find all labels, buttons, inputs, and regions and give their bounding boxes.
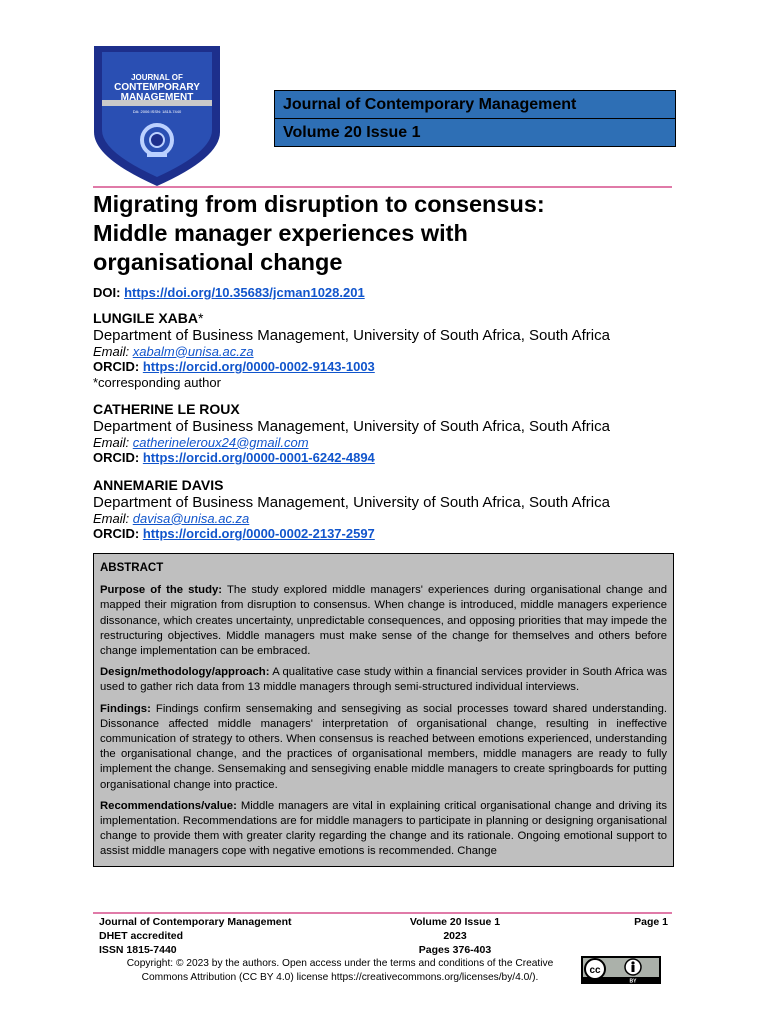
author-block-2 <box>93 402 693 466</box>
journal-volume: Volume 20 Issue 1 <box>275 118 675 146</box>
cc-by-badge[interactable] <box>581 956 661 984</box>
logo-line1: JOURNAL OF <box>131 73 183 82</box>
paper-title <box>93 190 673 277</box>
section-label: Findings: <box>100 702 151 715</box>
footer-year: 2023 <box>443 930 467 942</box>
abstract-design <box>100 665 667 695</box>
journal-shield-icon <box>90 40 224 188</box>
author-orcid-link[interactable]: https://orcid.org/0000-0002-9143-1003 <box>142 359 375 374</box>
logo-line3: MANAGEMENT <box>120 92 194 103</box>
section-label: Recommendations/value: <box>100 799 237 812</box>
author-name: ANNEMARIE DAVIS <box>93 477 224 493</box>
footer-page-number: Page 1 <box>634 916 668 928</box>
doi-label: DOI: <box>93 285 121 300</box>
section-label: Design/methodology/approach: <box>100 666 270 679</box>
footer-journal-name: Journal of Contemporary Management <box>99 916 292 928</box>
abstract-findings <box>100 702 667 793</box>
footer-volume: Volume 20 Issue 1 <box>409 916 501 928</box>
section-text: Middle managers are vital in explaining critical organisational change and driving its implementation. Recommendations are for middle managers to participate in planning or designing organisational change to provide them with greater clarity regarding the change and its rationale. Ongoing emotional support to assist middle managers cope with negative emotions is recommended. Change <box>100 799 667 858</box>
section-text: The study explored middle managers' experiences during organisational change and mapped their migration from disruption to consensus. When change is introduced, middle managers experience dissonance, which creates uncertainty, unpredictable consequences, and opposing priorities that may impede the restructuring objectives. Middle managers must make sense of the change for themselves and others before change implementation can be embraced. <box>100 584 667 658</box>
title-line-1: Migrating from disruption to consensus: <box>93 191 545 217</box>
footer-issn: ISSN 1815-7440 <box>99 944 177 956</box>
journal-name: Journal of Contemporary Management <box>283 96 577 113</box>
footer-pages: Pages 376-403 <box>418 944 492 956</box>
copyright-line-2: Commons Attribution (CC BY 4.0) license https://creativecommons.org/licenses/by/4.0/). <box>141 972 539 983</box>
email-label: Email: <box>93 434 130 450</box>
author-block-1 <box>93 311 693 390</box>
footer-divider <box>93 912 672 914</box>
doi-link[interactable]: https://doi.org/10.35683/jcman1028.201 <box>124 285 365 300</box>
abstract-box <box>93 553 674 867</box>
logo-line2: CONTEMPORARY <box>114 82 200 93</box>
corresponding-note: *corresponding author <box>93 374 221 390</box>
doi-line <box>93 285 365 300</box>
author-block-3 <box>93 478 693 542</box>
author-orcid-link[interactable]: https://orcid.org/0000-0001-6242-4894 <box>142 450 375 465</box>
author-affiliation: Department of Business Management, University of South Africa, South Africa <box>93 417 610 435</box>
author-orcid-link[interactable]: https://orcid.org/0000-0002-2137-2597 <box>142 526 375 541</box>
author-email-link[interactable]: davisa@unisa.ac.za <box>132 510 250 526</box>
footer-journal-info <box>99 915 292 957</box>
abstract-purpose <box>100 583 667 659</box>
journal-logo <box>90 40 224 188</box>
title-line-3: organisational change <box>93 249 343 275</box>
author-email-link[interactable]: xabalm@unisa.ac.za <box>132 343 254 359</box>
email-label: Email: <box>93 343 130 359</box>
footer-issue-info <box>385 915 525 957</box>
corresponding-mark: * <box>198 310 204 326</box>
author-affiliation: Department of Business Management, University of South Africa, South Africa <box>93 326 610 344</box>
svg-text:cc: cc <box>589 965 601 976</box>
copyright-line-1: Copyright: © 2023 by the authors. Open access under the terms and conditions of the Creative <box>126 958 554 969</box>
abstract-recommendations <box>100 799 667 860</box>
author-name: CATHERINE LE ROUX <box>93 401 240 417</box>
abstract-heading: ABSTRACT <box>100 562 164 574</box>
section-text: A qualitative case study within a financial services provider in South Africa was used to gather rich data from 13 middle managers through semi-structured individual interviews. <box>100 666 667 694</box>
orcid-label: ORCID: <box>93 359 140 374</box>
orcid-label: ORCID: <box>93 526 140 541</box>
section-label: Purpose of the study: <box>100 584 223 597</box>
author-email-link[interactable]: catherineleroux24@gmail.com <box>132 434 309 450</box>
cc-label: BY <box>629 978 637 984</box>
copyright-notice <box>105 957 575 985</box>
orcid-label: ORCID: <box>93 450 140 465</box>
author-affiliation: Department of Business Management, University of South Africa, South Africa <box>93 493 610 511</box>
journal-info-box <box>274 90 676 147</box>
logo-small: DA: 2006 ISSN: 1815-7440 <box>132 109 182 114</box>
header-divider <box>93 186 672 188</box>
author-name: LUNGILE XABA <box>93 310 198 326</box>
title-line-2: Middle manager experiences with <box>93 220 468 246</box>
email-label: Email: <box>93 510 130 526</box>
section-text: Findings confirm sensemaking and sensegiving as social processes toward shared understanding. Dissonance affected middle managers' interpretation of organisational change, resulting in ineffective communication of strategy to others. When consensus is reached between emotions experienced, understanding the organisational change, and the practices of organisational members, middle managers are ready to fully implement the change. Sensemaking and sensegiving enable middle managers to create springboards for putting organisational change into practice. <box>100 702 668 791</box>
cc-by-icon <box>581 956 661 984</box>
footer-accreditation: DHET accredited <box>99 930 184 942</box>
